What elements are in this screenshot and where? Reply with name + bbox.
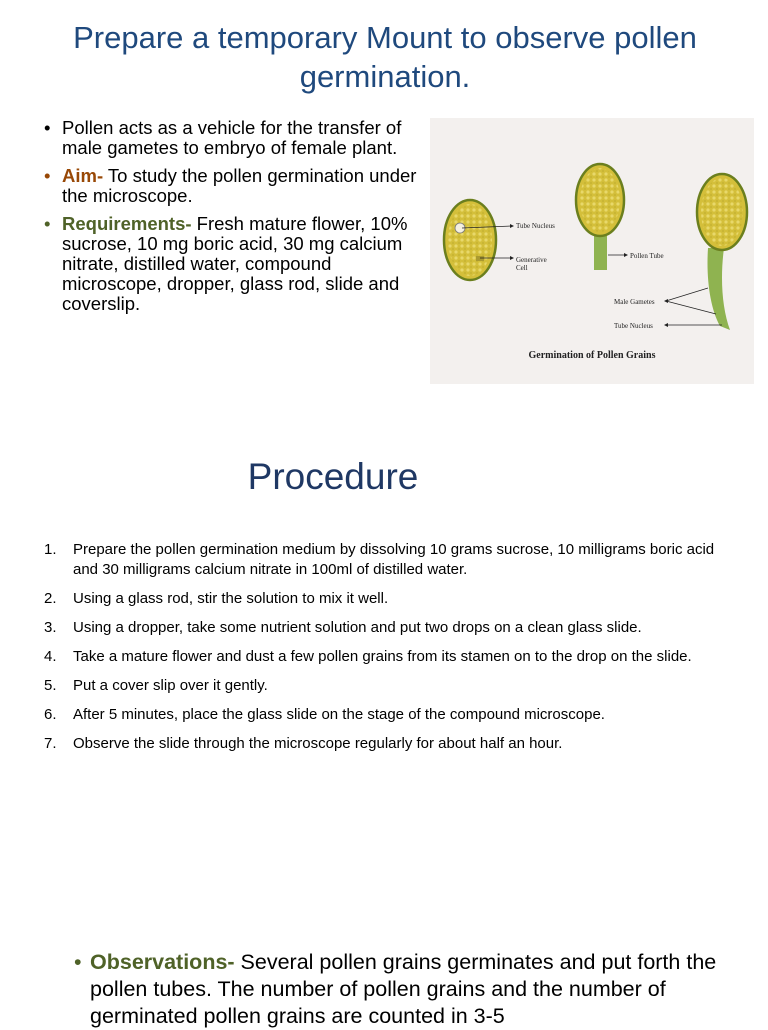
pollen-diagram bbox=[430, 118, 754, 384]
procedure-step bbox=[44, 618, 724, 638]
bullet-intro-text: Pollen acts as a vehicle for the transfer of male gametes to embryo of female plant. bbox=[62, 117, 402, 158]
procedure-step bbox=[44, 705, 724, 725]
step-text: Put a cover slip over it gently. bbox=[73, 677, 268, 694]
step-text: Observe the slide through the microscope regularly for about half an hour. bbox=[73, 735, 563, 752]
step-number: 7. bbox=[44, 735, 57, 752]
intro-bullet-list bbox=[44, 118, 424, 322]
label-pollen-tube: Pollen Tube bbox=[630, 252, 664, 260]
step-text: Take a mature flower and dust a few pollen grains from its stamen on to the drop on the slide. bbox=[73, 648, 692, 665]
step-number: 2. bbox=[44, 590, 57, 607]
step-number: 1. bbox=[44, 541, 57, 558]
pollen-grain-1 bbox=[444, 200, 496, 280]
step-number: 4. bbox=[44, 648, 57, 665]
step-number: 6. bbox=[44, 706, 57, 723]
observations-text: Several pollen grains germinates and put forth the pollen tubes. The number of pollen grains and the number of germinated pollen grains are counted in 3-5 bbox=[90, 950, 717, 1028]
pollen-germination-figure bbox=[430, 118, 754, 384]
procedure-step bbox=[44, 589, 724, 609]
bullet-aim bbox=[44, 166, 424, 206]
label-tube-nucleus-2: Tube Nucleus bbox=[614, 322, 653, 330]
procedure-heading: Procedure bbox=[247, 456, 419, 497]
label-male-gametes: Male Gametes bbox=[614, 298, 655, 306]
step-number: 3. bbox=[44, 619, 57, 636]
bullet-intro bbox=[44, 118, 424, 158]
step-text: After 5 minutes, place the glass slide on the stage of the compound microscope. bbox=[73, 706, 605, 723]
procedure-step bbox=[44, 647, 724, 667]
label-generative-cell: Generative Cell bbox=[516, 256, 547, 272]
procedure-step-list bbox=[44, 540, 724, 763]
label-tube-nucleus-1: Tube Nucleus bbox=[516, 222, 555, 230]
procedure-step bbox=[44, 734, 724, 754]
step-text: Using a dropper, take some nutrient solution and put two drops on a clean glass slide. bbox=[73, 619, 642, 636]
requirements-text: Fresh mature flower, 10% sucrose, 10 mg boric acid, 30 mg calcium nitrate, distilled water, compound microscope, dropper, glass rod, slide and coverslip. bbox=[62, 213, 408, 314]
page-title: Prepare a temporary Mount to observe pollen germination. bbox=[73, 20, 697, 94]
requirements-label: Requirements- bbox=[62, 213, 192, 234]
procedure-step bbox=[44, 676, 724, 696]
aim-text: To study the pollen germination under the microscope. bbox=[62, 165, 417, 206]
figure-caption: Germination of Pollen Grains bbox=[528, 350, 656, 361]
observations-list bbox=[74, 949, 744, 1030]
aim-label: Aim- bbox=[62, 165, 104, 186]
procedure-step bbox=[44, 540, 724, 580]
bullet-observations bbox=[74, 949, 744, 1030]
step-text: Using a glass rod, stir the solution to mix it well. bbox=[73, 590, 389, 607]
step-text: Prepare the pollen germination medium by dissolving 10 grams sucrose, 10 milligrams boric acid and 30 milligrams calcium nitrate in 100ml of distilled water. bbox=[73, 541, 715, 578]
observations-label: Observations- bbox=[90, 950, 235, 974]
pollen-grain-2 bbox=[576, 164, 624, 270]
step-number: 5. bbox=[44, 677, 57, 694]
pollen-grain-3 bbox=[697, 174, 747, 330]
bullet-requirements bbox=[44, 214, 424, 314]
